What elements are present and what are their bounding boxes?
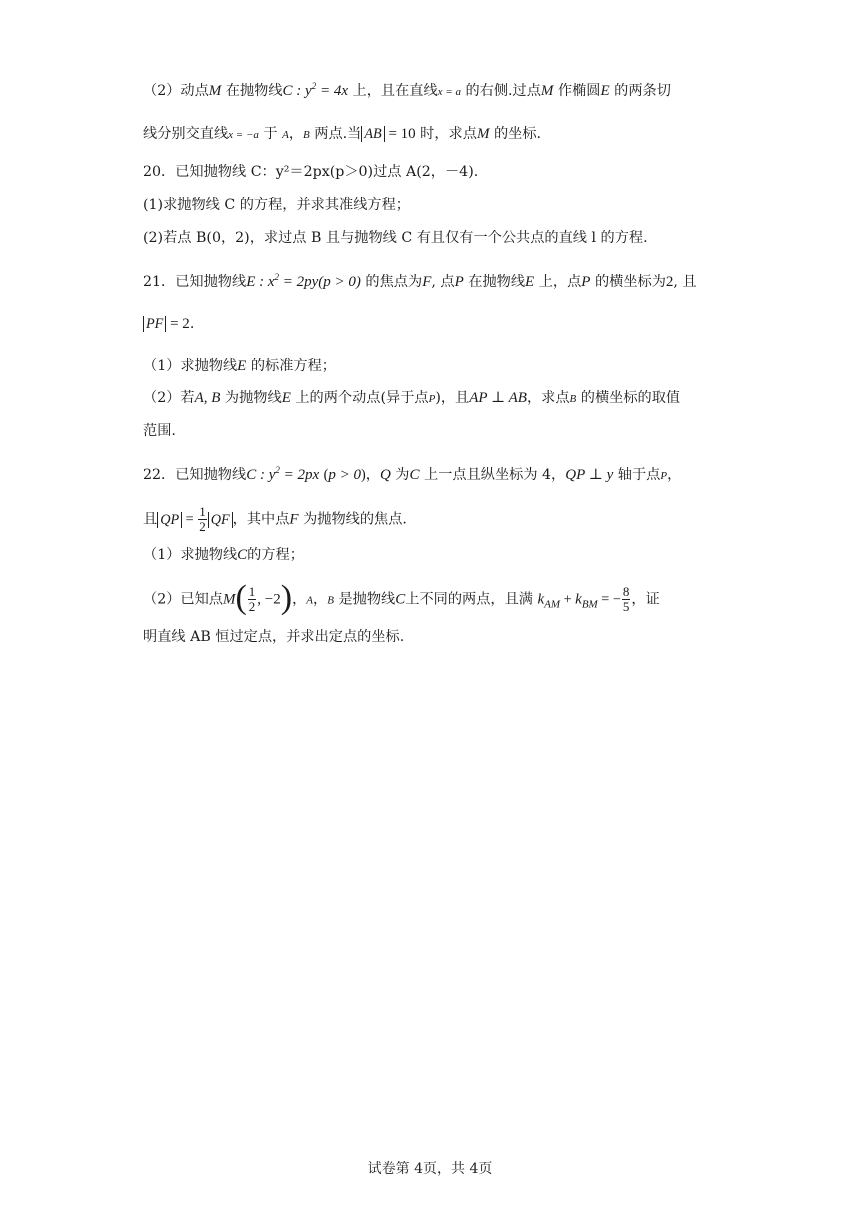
- q22-part1: （1）求抛物线C的方程；: [143, 547, 304, 563]
- fraction-one-half: $\frac{1}{2}$: [199, 504, 206, 534]
- q19-part2-line1: （2）动点M 在抛物线C : $y^2 = 4x$ 上，且在直线x = a 的右侧.过点M 作椭圆E 的两条切: [143, 81, 671, 99]
- q21-part2-line2: 范围.: [143, 423, 176, 439]
- page-footer: 试卷第 4页，共 4页: [367, 1161, 493, 1177]
- q22-qp-condition: 且 QP = $\frac{1}{2}$ QF ，其中点F 为抛物线的焦点.: [143, 504, 407, 534]
- fraction-eight-fifths: $\frac{8}{5}$: [622, 584, 630, 614]
- q22-heading: 22．已知抛物线C : $y^2 = 2px$ (p > 0)，Q 为C 上一点且纵坐标为 4，QP ⊥ y 轴于点P，: [143, 465, 682, 483]
- q21-heading: 21．已知抛物线E : $x^2 = 2py(p > 0)$ 的焦点为F, 点P 在抛物线E 上，点P 的横坐标为2, 且: [143, 272, 697, 290]
- q19-part2-line2: 线分别交直线x = −a 于 A，B 两点.当 AB = 10 时，求点M 的坐标.: [143, 126, 542, 142]
- q21-part1: （1）求抛物线E 的标准方程；: [143, 358, 336, 374]
- q20-part1: (1)求抛物线 C 的方程，并求其准线方程；: [143, 197, 410, 213]
- fraction-m-x: $\frac{1}{2}$: [248, 584, 256, 614]
- q22-part2-line1: （2）已知点M( $\frac{1}{2}$ , −2)，A，B 是抛物线C上不同的两点，且满 $k_{AM} + k_{BM}$ = − $\frac{8}{5}$ ，证: [143, 578, 660, 616]
- q21-pf-condition: PF = 2.: [143, 314, 740, 334]
- q22-part2-line2: 明直线 AB 恒过定点，并求出定点的坐标.: [143, 629, 405, 645]
- q20-part2: (2)若点 B(0，2)，求过点 B 且与抛物线 C 有且仅有一个公共点的直线 l 的方程.: [143, 230, 648, 246]
- q20-heading: 20．已知抛物线 C：y²＝2px(p＞0)过点 A(2，－4).: [143, 164, 479, 180]
- q21-part2-line1: （2）若A, B 为抛物线E 上的两个动点(异于点P)，且AP ⊥ AB，求点B 的横坐标的取值: [143, 390, 681, 406]
